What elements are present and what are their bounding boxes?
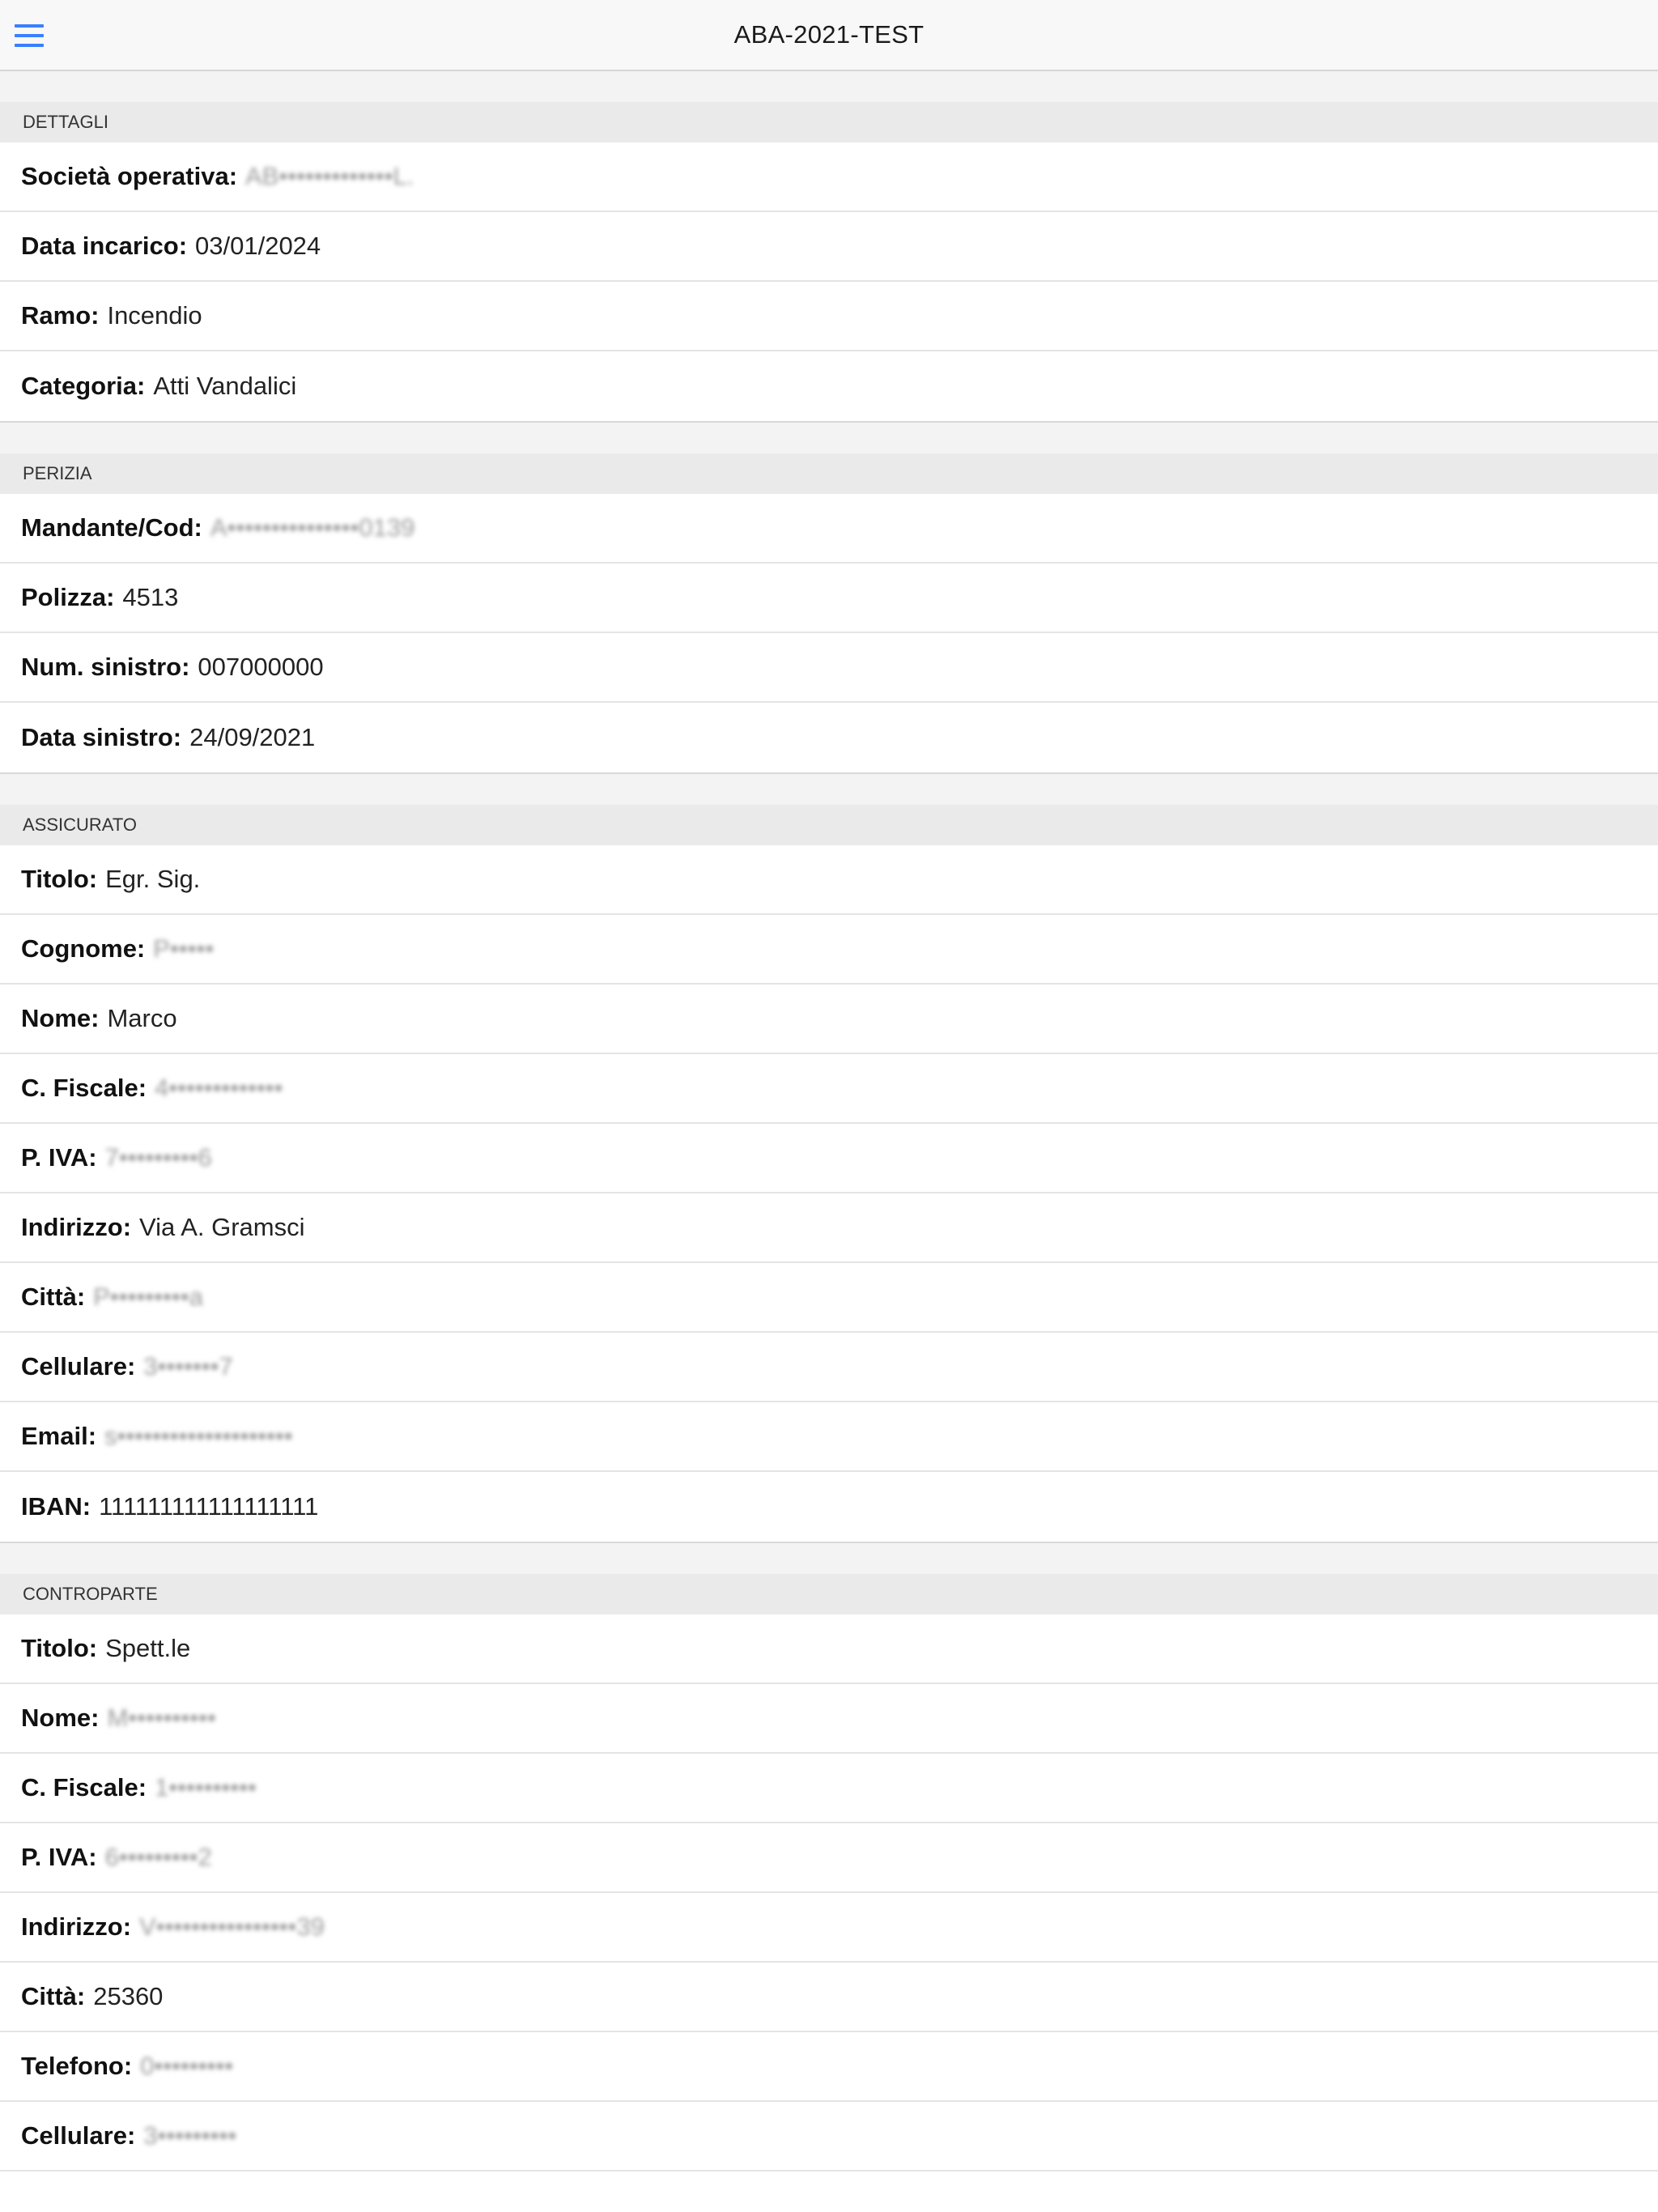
section-dettagli (0, 143, 1658, 423)
field-label: Città: (21, 1982, 86, 2010)
field-row-cellulare[interactable] (0, 1333, 1658, 1402)
field-label: Nome: (21, 1004, 100, 1032)
field-label: P. IVA: (21, 1843, 97, 1871)
field-value: 1•••••••••• (155, 1773, 257, 1802)
field-value: P••••• (153, 934, 215, 963)
field-row-email[interactable] (0, 1402, 1658, 1472)
field-label: Cellulare: (21, 1352, 136, 1380)
section-header-perizia: PERIZIA (0, 453, 1658, 494)
field-label: C. Fiscale: (21, 1773, 147, 1802)
field-label: Telefono: (21, 2052, 133, 2080)
field-row-data-sinistro[interactable] (0, 703, 1658, 772)
field-value: Incendio (107, 301, 202, 330)
field-value: AB•••••••••••••L. (245, 162, 414, 190)
field-label: Categoria: (21, 372, 146, 400)
field-value: V••••••••••••••••39 (139, 1912, 325, 1941)
field-row-telefono[interactable] (0, 2032, 1658, 2102)
field-value: 24/09/2021 (189, 723, 316, 751)
field-label: Indirizzo: (21, 1213, 132, 1241)
field-label: Titolo: (21, 1634, 98, 1662)
field-value: Marco (107, 1004, 177, 1032)
field-value: 6•••••••••2 (104, 1843, 212, 1871)
field-value: 111111111111111111 (99, 1492, 319, 1521)
field-row-societa-operativa[interactable] (0, 143, 1658, 212)
field-row-nome[interactable] (0, 1684, 1658, 1754)
field-value: 7•••••••••6 (104, 1143, 212, 1172)
field-value: 007000000 (198, 653, 324, 681)
field-label: Cellulare: (21, 2121, 136, 2150)
field-row-titolo[interactable] (0, 1614, 1658, 1684)
field-row-partita-iva[interactable] (0, 1124, 1658, 1193)
field-row-polizza[interactable] (0, 564, 1658, 633)
field-label: Titolo: (21, 865, 98, 893)
menu-icon-bar (15, 44, 44, 47)
field-row-citta[interactable] (0, 1963, 1658, 2032)
field-label: P. IVA: (21, 1143, 97, 1172)
field-row-titolo[interactable] (0, 845, 1658, 915)
field-label: Indirizzo: (21, 1912, 132, 1941)
field-label: Ramo: (21, 301, 100, 330)
section-spacer (0, 423, 1658, 453)
field-row-nome[interactable] (0, 985, 1658, 1054)
section-header-controparte: CONTROPARTE (0, 1574, 1658, 1614)
field-value: 03/01/2024 (195, 232, 321, 260)
field-label: Città: (21, 1283, 86, 1311)
field-row-mandante-cod[interactable] (0, 494, 1658, 564)
field-row-num-sinistro[interactable] (0, 633, 1658, 703)
field-label: Num. sinistro: (21, 653, 190, 681)
field-row-codice-fiscale[interactable] (0, 1054, 1658, 1124)
field-value: Via A. Gramsci (139, 1213, 305, 1241)
field-value: 0••••••••• (140, 2052, 234, 2080)
menu-icon-bar (15, 34, 44, 37)
field-value: Atti Vandalici (153, 372, 297, 400)
field-value: s•••••••••••••••••••• (104, 1422, 293, 1450)
field-row-iban[interactable] (0, 1472, 1658, 1542)
field-row-citta[interactable] (0, 1263, 1658, 1333)
section-assicurato (0, 845, 1658, 1543)
field-row-categoria[interactable] (0, 351, 1658, 421)
field-row-indirizzo[interactable] (0, 1893, 1658, 1963)
field-row-partita-iva[interactable] (0, 1823, 1658, 1893)
field-label: Data sinistro: (21, 723, 182, 751)
field-label: Data incarico: (21, 232, 188, 260)
field-label: Nome: (21, 1704, 100, 1732)
menu-icon[interactable] (13, 22, 45, 49)
app-header (0, 0, 1658, 71)
field-label: Società operativa: (21, 162, 238, 190)
field-row-ramo[interactable] (0, 282, 1658, 351)
section-header-dettagli: DETTAGLI (0, 102, 1658, 143)
field-row-cognome[interactable] (0, 915, 1658, 985)
menu-icon-bar (15, 24, 44, 28)
field-row-codice-fiscale[interactable] (0, 1754, 1658, 1823)
section-spacer (0, 774, 1658, 805)
field-value: 4••••••••••••• (155, 1074, 283, 1102)
page-title: ABA-2021-TEST (733, 20, 925, 49)
section-spacer (0, 1543, 1658, 1574)
field-label: Cognome: (21, 934, 146, 963)
field-value: 3••••••••• (143, 2121, 237, 2150)
section-spacer (0, 71, 1658, 102)
field-label: Email: (21, 1422, 97, 1450)
field-label: Mandante/Cod: (21, 513, 202, 542)
field-value: Spett.le (105, 1634, 191, 1662)
section-controparte (0, 1614, 1658, 2172)
field-value: Egr. Sig. (105, 865, 201, 893)
section-perizia (0, 494, 1658, 774)
field-row-cellulare[interactable] (0, 2102, 1658, 2172)
field-row-indirizzo[interactable] (0, 1193, 1658, 1263)
field-value: P•••••••••a (93, 1283, 203, 1311)
field-value: M•••••••••• (107, 1704, 216, 1732)
field-value: 3•••••••7 (143, 1352, 233, 1380)
field-value: A•••••••••••••••0139 (210, 513, 415, 542)
field-label: C. Fiscale: (21, 1074, 147, 1102)
section-header-assicurato: ASSICURATO (0, 805, 1658, 845)
field-label: IBAN: (21, 1492, 91, 1521)
field-row-data-incarico[interactable] (0, 212, 1658, 282)
field-value: 25360 (93, 1982, 164, 2010)
field-value: 4513 (122, 583, 179, 611)
field-label: Polizza: (21, 583, 115, 611)
